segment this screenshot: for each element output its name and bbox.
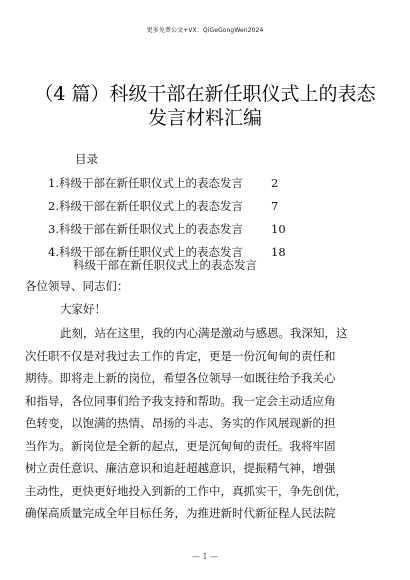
body-line: 期待。即将走上新的岗位，希望各位领导一如既往给予我关心 xyxy=(25,371,336,385)
title-line-1: （4 篇）科级干部在新任职仪式上的表态 xyxy=(34,83,376,105)
greeting: 大家好！ xyxy=(60,302,106,316)
toc-item[interactable] xyxy=(48,218,286,241)
body-line: 和指导，各位同事们给予我支持和帮助。我一定会主动适应角 xyxy=(25,393,336,408)
body-line: 次任职不仅是对我过去工作的肯定，更是一份沉甸甸的责任和 xyxy=(25,348,336,363)
document-title xyxy=(20,82,390,130)
toc-item-page: 7 xyxy=(271,199,279,213)
toc-item-page: 2 xyxy=(271,176,279,190)
body-paragraph xyxy=(25,322,387,525)
speech-title: 科级干部在新任职仪式上的表态发言 xyxy=(73,258,257,272)
body-line: 此刻，站在这里，我的内心满是激动与感恩。我深知，这 xyxy=(60,326,348,340)
toc-item-page: 10 xyxy=(271,222,286,236)
body-line: 确保高质量完成全年目标任务，为推进新时代新征程人民法院 xyxy=(25,506,336,520)
title-line-2: 发言材料汇编 xyxy=(147,107,262,129)
toc-item-label: 1.科级干部在新任职仪式上的表态发言 xyxy=(48,176,243,190)
toc-item-label: 4.科级干部在新任职仪式上的表态发言 xyxy=(48,245,243,259)
toc-heading: 目录 xyxy=(75,152,98,166)
toc-item-label: 3.科级干部在新任职仪式上的表态发言 xyxy=(48,222,243,236)
toc-item[interactable] xyxy=(48,172,279,195)
body-line: 主动性，更快更好地投入到新的工作中，真抓实干，争先创优， xyxy=(25,483,347,498)
header-note: 更多免费公文+VX：QiGeGongWen2024 xyxy=(146,27,264,34)
body-line: 树立责任意识、廉洁意识和追赶超越意识，提振精气神，增强 xyxy=(25,461,336,475)
toc-item[interactable] xyxy=(48,195,279,218)
toc-item-label: 2.科级干部在新任职仪式上的表态发言 xyxy=(48,199,243,213)
toc-item-page: 18 xyxy=(271,245,286,259)
salutation: 各位领导、同志们： xyxy=(25,279,129,293)
page-number: — 1 — xyxy=(191,552,219,561)
body-line: 当作为。新岗位是全新的起点，更是沉甸甸的责任。我将牢固 xyxy=(25,438,336,453)
table-of-contents xyxy=(48,172,286,264)
body-line: 色转变，以饱满的热情、昂扬的斗志、务实的作风展现新的担 xyxy=(25,416,336,430)
